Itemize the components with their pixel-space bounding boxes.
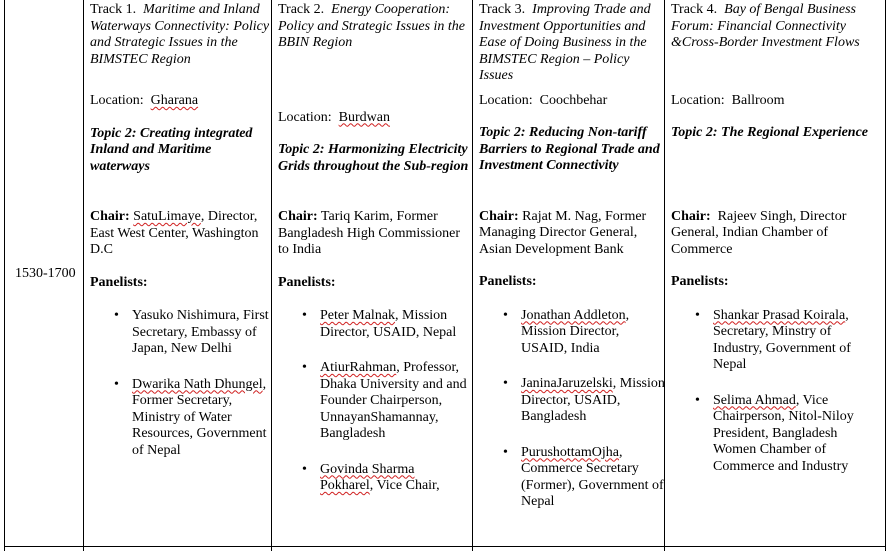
bullet-icon: • — [114, 376, 119, 392]
bullet-icon: • — [695, 392, 700, 408]
panelist-name: Govinda Sharma Pokharel — [320, 461, 415, 493]
track-1-chair — [90, 209, 270, 259]
panelist-item — [671, 393, 883, 476]
panelist-list — [479, 308, 665, 511]
location-label: Location: — [278, 109, 332, 125]
panelist-name: PurushottamOjha — [521, 444, 619, 460]
location-value: Gharana — [150, 93, 199, 108]
track-3-location — [479, 93, 665, 110]
panelist-item — [479, 445, 665, 511]
chair-name: SatuLimaye — [133, 209, 201, 224]
panelist-name: JaninaJaruzelski — [521, 376, 613, 391]
chair-details: , Former Bangladesh High Commissioner to India — [278, 209, 460, 257]
chair-details: , Former Managing Director General, Asian Development Bank — [479, 208, 647, 257]
panelists-heading: Panelists: — [479, 274, 537, 289]
track-2-location — [278, 110, 470, 127]
track-3-chair — [479, 209, 665, 259]
panelist-details: , Vice Chairperson, Nitol-Niloy President, Bangladesh Women Chamber of Commerce and Industry — [713, 392, 854, 474]
panelist-details: , Mission Director, USAID, Nepal — [320, 308, 457, 340]
track-1-cell — [90, 2, 270, 478]
bullet-icon: • — [114, 308, 119, 323]
chair-details: , Director, East West Center, Washington D.C — [90, 209, 259, 257]
track-2-header — [278, 2, 470, 52]
panelist-details: , Mission Director, USAID, Bangladesh — [521, 376, 665, 424]
panelist-list — [671, 308, 883, 476]
panelist-details: , Secretary, Minstry of Industry, Government of Nepal — [713, 307, 851, 372]
panelist-name: Selima Ahmad — [713, 392, 796, 408]
track-2-cell — [278, 2, 470, 514]
track-4-chair — [671, 209, 883, 259]
track-title: Improving Trade and Investment Opportunities and Ease of Doing Business in the BIMSTEC Region – Policy Issues — [479, 2, 651, 83]
chair-name: Rajat M. Nag — [522, 208, 598, 224]
track-1-topic: Topic 2: Creating integrated Inland and Maritime waterways — [90, 125, 253, 174]
track-2-topic: Topic 2: Harmonizing Electricity Grids throughout the Sub-region — [278, 142, 469, 174]
panelist-details: , Vice Chair, — [369, 478, 440, 493]
bullet-icon: • — [503, 307, 508, 323]
location-value: Burdwan — [338, 109, 390, 125]
track-1-header — [90, 2, 270, 68]
track-title: Bay of Bengal Business Forum: Financial Connectivity &Cross-Border Investment Flows — [671, 2, 860, 50]
border-track2-divider — [472, 0, 473, 551]
panelist-details: , Commerce Secretary (Former), Government of Nepal — [521, 444, 664, 509]
panelist-details: , Professor, Dhaka University and and Founder Chairperson, UnnayanShamannay, Bangladesh — [320, 360, 467, 441]
border-right — [885, 0, 886, 551]
border-time-divider — [83, 0, 84, 551]
track-3-header — [479, 2, 665, 85]
track-title: Maritime and Inland Waterways Connectivity: Policy and Strategic Issues in the BIMSTEC Region — [90, 2, 270, 67]
panelist-name: Yasuko Nishimura — [132, 308, 236, 323]
chair-details: , Director General, Indian Chamber of Commerce — [671, 208, 847, 257]
track-4-cell — [671, 2, 883, 494]
panelist-details: , Mission Director, USAID, India — [521, 307, 630, 356]
panelist-item — [278, 308, 470, 341]
panelist-item — [90, 308, 270, 358]
panelist-list — [278, 308, 470, 495]
panelist-name: Peter Malnak — [320, 308, 396, 323]
location-label: Location: — [479, 92, 533, 108]
panelist-name: AtiurRahman — [320, 360, 397, 375]
track-4-header — [671, 2, 883, 52]
bullet-icon: • — [503, 444, 508, 460]
track-title: Energy Cooperation: Policy and Strategic Issues in the BBIN Region — [278, 2, 466, 50]
panelist-name: Dwarika Nath Dhungel — [132, 376, 263, 392]
chair-label: Chair: — [278, 209, 318, 224]
location-label: Location: — [671, 92, 725, 108]
track-4-topic: Topic 2: The Regional Experience — [671, 125, 869, 140]
chair-name: Tariq Karim — [320, 209, 390, 224]
location-label: Location: — [90, 93, 144, 108]
panelist-item — [90, 377, 270, 460]
panelists-heading: Panelists: — [90, 274, 148, 290]
chair-label: Chair: — [90, 209, 130, 224]
panelist-details: , Former Secretary, Ministry of Water Resources, Government of Nepal — [132, 376, 267, 458]
bullet-icon: • — [503, 376, 508, 391]
location-value: Ballroom — [731, 92, 785, 108]
chair-label: Chair: — [671, 208, 711, 224]
track-4-location — [671, 93, 883, 110]
panelists-heading: Panelists: — [671, 274, 729, 289]
track-label: Track 4. — [671, 2, 718, 17]
track-label: Track 2. — [278, 2, 325, 17]
panelists-heading: Panelists: — [278, 274, 336, 290]
chair-label: Chair: — [479, 208, 519, 224]
panelist-item — [671, 308, 883, 374]
border-track1-divider — [271, 0, 272, 551]
track-2-chair — [278, 209, 470, 259]
track-3-topic: Topic 2: Reducing Non-tariff Barriers to Regional Trade and Investment Connectivity — [479, 125, 660, 173]
track-label: Track 1. — [90, 2, 137, 17]
bullet-icon: • — [302, 360, 307, 375]
track-1-location — [90, 93, 270, 110]
chair-name: Rajeev Singh — [717, 208, 793, 224]
bullet-icon: • — [695, 307, 700, 323]
panelist-list — [90, 308, 270, 459]
track-3-cell — [479, 2, 665, 530]
border-bottom — [4, 546, 886, 547]
bullet-icon: • — [302, 308, 307, 323]
time-slot: 1530-1700 — [15, 266, 76, 281]
panelist-item — [278, 360, 470, 443]
bullet-icon: • — [302, 461, 307, 477]
panelist-item — [278, 462, 470, 495]
track-label: Track 3. — [479, 2, 526, 17]
panelist-name: Jonathan Addleton — [521, 307, 626, 323]
location-value: Coochbehar — [539, 92, 608, 108]
border-left — [4, 0, 5, 551]
panelist-name: Shankar Prasad Koirala — [713, 307, 846, 323]
panelist-item — [479, 376, 665, 426]
panelist-item — [479, 308, 665, 358]
panelist-details: , First Secretary, Embassy of Japan, New Delhi — [132, 308, 269, 356]
